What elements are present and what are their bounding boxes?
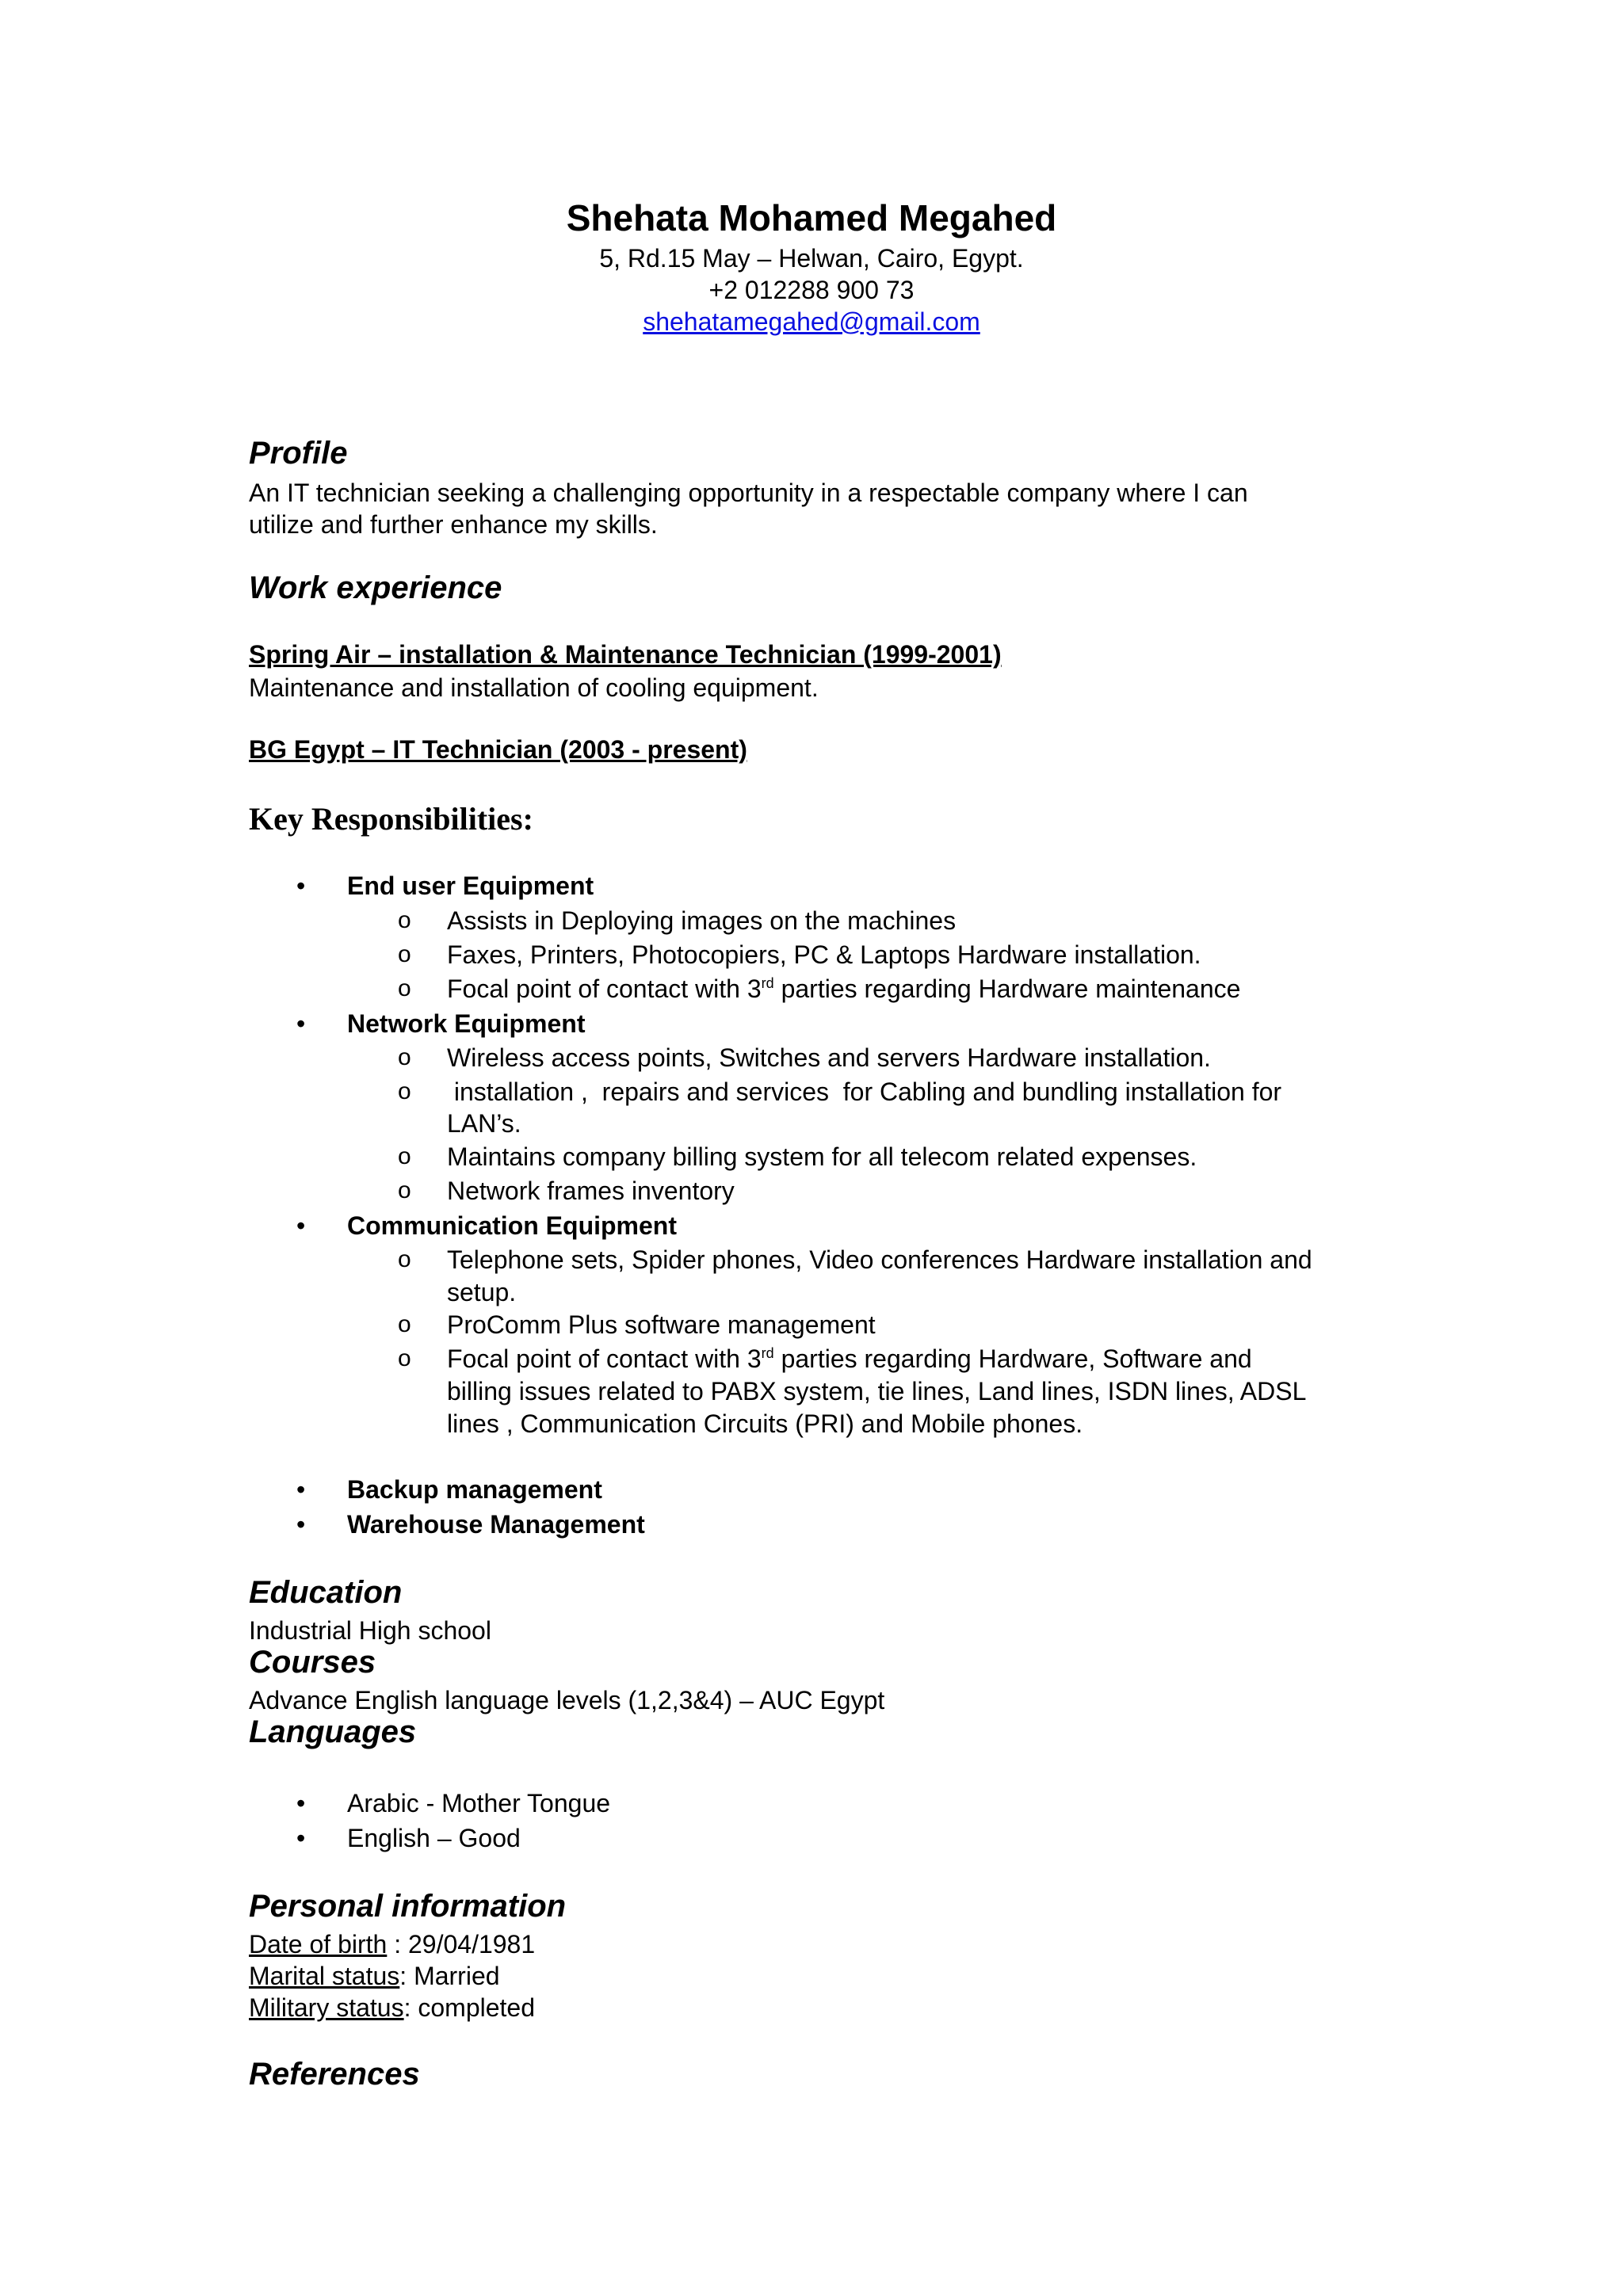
sub-bullet-icon: o (398, 1143, 411, 1169)
sub-bullet-icon: o (398, 1345, 411, 1371)
bullet-icon: • (296, 1475, 306, 1504)
date-of-birth-label: Date of birth (249, 1930, 388, 1958)
email-link[interactable]: shehatamegahed@gmail.com (643, 307, 980, 336)
courses-heading: Courses (249, 1645, 376, 1680)
military-status-row (249, 1992, 535, 2023)
education-text: Industrial High school (249, 1616, 491, 1645)
network-item-2-line-2: LAN’s. (447, 1109, 521, 1138)
profile-text-line-1: An IT technician seeking a challenging opportunity in a respectable company where I can (249, 479, 1248, 507)
communication-item-3-line-1: Focal point of contact with 3rd parties regarding Hardware, Software and (447, 1344, 1252, 1373)
applicant-name: Shehata Mohamed Megahed (566, 197, 1057, 238)
end-user-item-3: Focal point of contact with 3rd parties regarding Hardware maintenance (447, 974, 1241, 1003)
sub-bullet-icon: o (398, 941, 411, 967)
profile-heading: Profile (249, 436, 348, 471)
military-status-label: Military status (249, 1993, 404, 2022)
date-of-birth-row (249, 1928, 535, 1960)
key-responsibilities-heading: Key Responsibilities: (249, 801, 533, 837)
marital-status-row (249, 1960, 500, 1992)
language-item: English – Good (347, 1824, 521, 1852)
sub-bullet-icon: o (398, 1246, 411, 1272)
marital-status-value: : Married (399, 1962, 500, 1990)
communication-item-1-line-1: Telephone sets, Spider phones, Video conferences Hardware installation and (447, 1245, 1312, 1274)
bullet-icon: • (296, 1824, 306, 1852)
communication-equipment-title: Communication Equipment (347, 1211, 677, 1240)
communication-item-2: ProComm Plus software management (447, 1310, 876, 1339)
phone-number: +2 012288 900 73 (708, 276, 915, 304)
address: 5, Rd.15 May – Helwan, Cairo, Egypt. (599, 244, 1024, 273)
bullet-icon: • (296, 1789, 306, 1817)
sub-bullet-icon: o (398, 1078, 411, 1104)
languages-heading: Languages (249, 1714, 417, 1749)
end-user-equipment-title: End user Equipment (347, 871, 594, 900)
email-line (0, 306, 1623, 338)
sub-bullet-icon: o (398, 1044, 411, 1070)
personal-information-heading: Personal information (249, 1889, 567, 1924)
communication-item-1-line-2: setup. (447, 1278, 517, 1306)
communication-item-3-line-3: lines , Communication Circuits (PRI) and Mobile phones. (447, 1409, 1083, 1438)
network-equipment-title: Network Equipment (347, 1009, 586, 1038)
network-item-1: Wireless access points, Switches and servers Hardware installation. (447, 1043, 1211, 1072)
sub-bullet-icon: o (398, 1311, 411, 1337)
warehouse-management-title: Warehouse Management (347, 1510, 645, 1539)
marital-status-label: Marital status (249, 1962, 400, 1990)
profile-text-line-2: utilize and further enhance my skills. (249, 510, 658, 539)
job-1-title: Spring Air – installation & Maintenance Technician (1999-2001) (249, 640, 1002, 669)
bullet-icon: • (296, 1510, 306, 1539)
network-item-2-line-1: installation , repairs and services for Cabling and bundling installation for (447, 1077, 1282, 1106)
end-user-item-2: Faxes, Printers, Photocopiers, PC & Laptops Hardware installation. (447, 940, 1201, 969)
sub-bullet-icon: o (398, 1177, 411, 1203)
network-item-3: Maintains company billing system for all telecom related expenses. (447, 1142, 1197, 1171)
network-item-4: Network frames inventory (447, 1177, 735, 1205)
courses-text: Advance English language levels (1,2,3&4) – AUC Egypt (249, 1686, 885, 1714)
sub-bullet-icon: o (398, 907, 411, 933)
backup-management-title: Backup management (347, 1475, 602, 1504)
education-heading: Education (249, 1575, 403, 1610)
references-heading: References (249, 2057, 420, 2092)
job-2-title: BG Egypt – IT Technician (2003 - present) (249, 735, 747, 764)
sub-bullet-icon: o (398, 975, 411, 1001)
work-experience-heading: Work experience (249, 570, 502, 605)
bullet-icon: • (296, 1211, 306, 1240)
date-of-birth-value: : 29/04/1981 (387, 1930, 536, 1958)
bullet-icon: • (296, 1009, 306, 1038)
military-status-value: : completed (403, 1993, 536, 2022)
language-item: Arabic - Mother Tongue (347, 1789, 611, 1817)
job-1-description: Maintenance and installation of cooling equipment. (249, 673, 819, 702)
bullet-icon: • (296, 871, 306, 900)
end-user-item-1: Assists in Deploying images on the machines (447, 906, 957, 935)
communication-item-3-line-2: billing issues related to PABX system, tie lines, Land lines, ISDN lines, ADSL (447, 1377, 1307, 1405)
